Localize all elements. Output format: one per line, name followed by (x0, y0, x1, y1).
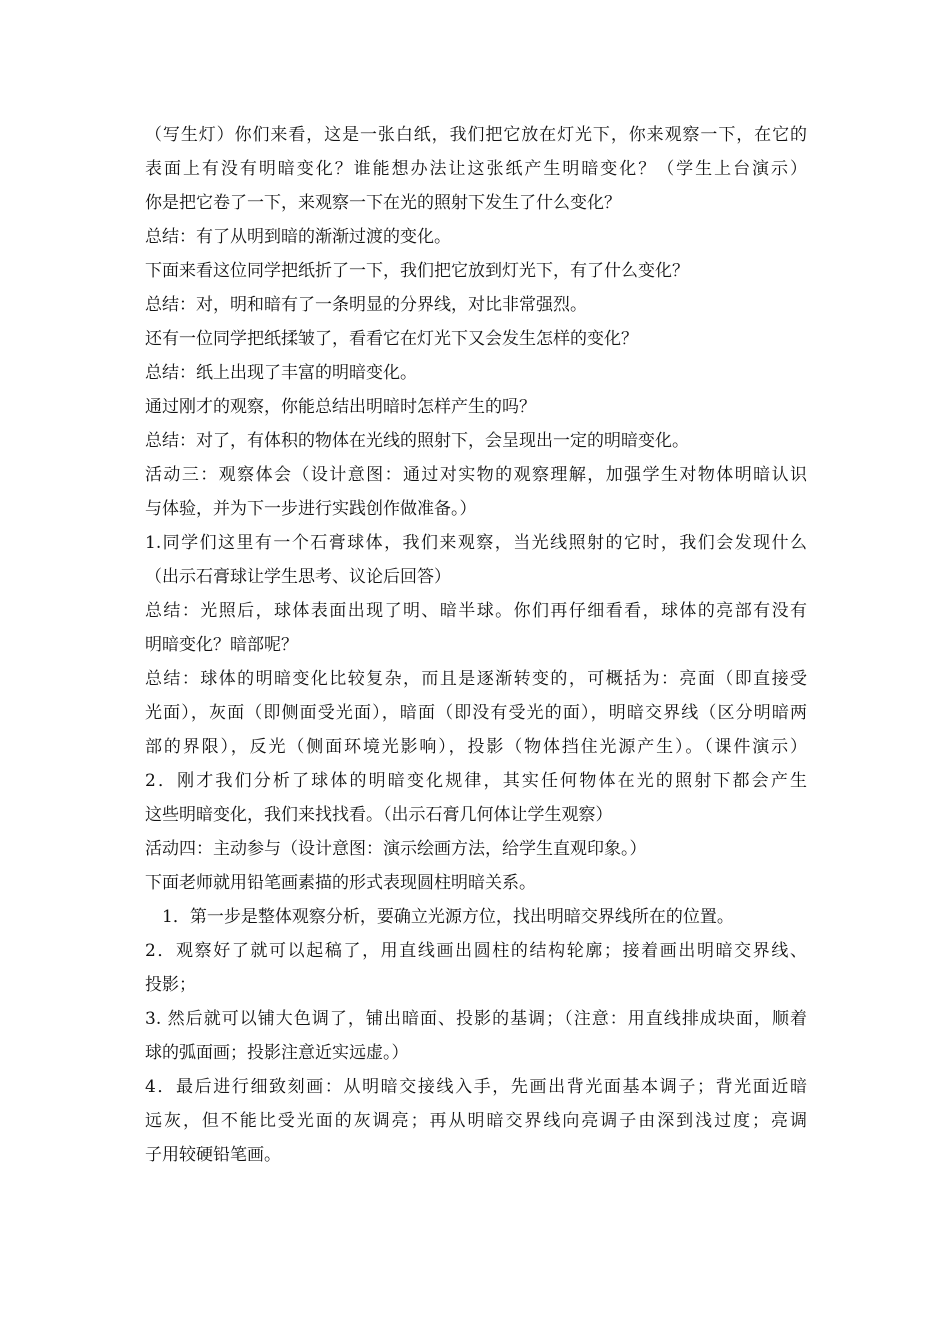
text-line: （写生灯）你们来看，这是一张白纸，我们把它放在灯光下，你来观察一下，在它的 (145, 125, 807, 145)
step-4-line: 4．最后进行细致刻画：从明暗交接线入手，先画出背光面基本调子；背光面近暗 (145, 1077, 807, 1097)
text-line: 还有一位同学把纸揉皱了，看看它在灯光下又会发生怎样的变化？ (145, 329, 638, 349)
text-line: 光面），灰面（即侧面受光面），暗面（即没有受光的面），明暗交界线（区分明暗两 (145, 703, 807, 723)
step-2-line: 2．观察好了就可以起稿了，用直线画出圆柱的结构轮廓；接着画出明暗交界线、 (145, 941, 807, 961)
text-line: 总结：有了从明到暗的渐渐过渡的变化。 (145, 227, 451, 247)
text-line: 总结：光照后，球体表面出现了明、暗半球。你们再仔细看看，球体的亮部有没有 (145, 601, 807, 621)
text-line: 总结：球体的明暗变化比较复杂，而且是逐渐转变的，可概括为：亮面（即直接受 (145, 669, 807, 689)
text-line: 球的弧面画；投影注意近实远虚。） (145, 1043, 409, 1063)
text-line: 明暗变化？暗部呢？ (145, 635, 298, 655)
text-line: 部的界限），反光（侧面环境光影响），投影（物体挡住光源产生）。（课件演示） (145, 737, 807, 757)
text-line: 子用较硬铅笔画。 (145, 1145, 281, 1165)
text-line: 与体验，并为下一步进行实践创作做准备。） (145, 499, 477, 519)
section-heading-activity-3: 活动三：观察体会（设计意图：通过对实物的观察理解，加强学生对物体明暗认识 (145, 465, 807, 485)
section-heading-activity-4: 活动四：主动参与（设计意图：演示绘画方法，给学生直观印象。） (145, 839, 647, 859)
text-line: 总结：对，明和暗有了一条明显的分界线，对比非常强烈。 (145, 295, 587, 315)
text-line: （出示石膏球让学生思考、议论后回答） (145, 567, 451, 587)
text-line: 远灰，但不能比受光面的灰调亮；再从明暗交界线向亮调子由深到浅过度；亮调 (145, 1111, 807, 1131)
text-line: 下面老师就用铅笔画素描的形式表现圆柱明暗关系。 (145, 873, 536, 893)
text-line: 你是把它卷了一下，来观察一下在光的照射下发生了什么变化？ (145, 193, 621, 213)
step-3-line: 3. 然后就可以铺大色调了，铺出暗面、投影的基调；（注意：用直线排成块面，顺着 (145, 1009, 807, 1029)
text-line: 通过刚才的观察，你能总结出明暗时怎样产生的吗？ (145, 397, 536, 417)
text-line: 表面上有没有明暗变化？谁能想办法让这张纸产生明暗变化？（学生上台演示） (145, 159, 807, 179)
text-line: 总结：纸上出现了丰富的明暗变化。 (145, 363, 417, 383)
document-page (145, 118, 807, 1172)
text-line: 2．刚才我们分析了球体的明暗变化规律，其实任何物体在光的照射下都会产生 (145, 771, 807, 791)
text-line: 1.同学们这里有一个石膏球体，我们来观察，当光线照射的它时，我们会发现什么 (145, 533, 807, 553)
text-line: 这些明暗变化，我们来找找看。（出示石膏几何体让学生观察） (145, 805, 613, 825)
text-line: 投影； (145, 975, 196, 995)
step-1-line: 1．第一步是整体观察分析，要确立光源方位，找出明暗交界线所在的位置。 (162, 907, 734, 927)
text-line: 下面来看这位同学把纸折了一下，我们把它放到灯光下，有了什么变化？ (145, 261, 689, 281)
text-line: 总结：对了，有体积的物体在光线的照射下，会呈现出一定的明暗变化。 (145, 431, 689, 451)
